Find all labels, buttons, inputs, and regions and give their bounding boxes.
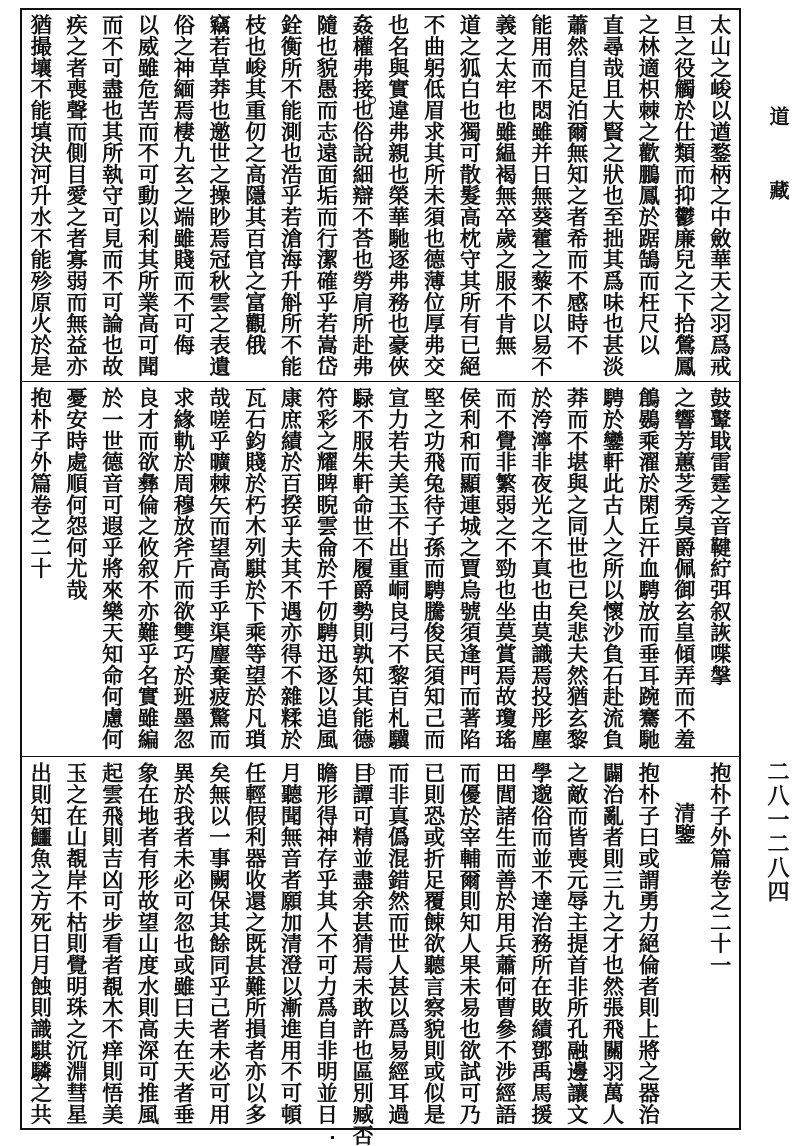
text-column: 不曲躬低眉求其所未須也德薄位厚弗交 <box>421 14 447 377</box>
text-column: 象在地者有形故望山度水則高深可推風 <box>135 762 161 1125</box>
text-column: 已則恐或折足覆餗欲聽言察貌則或似是 <box>421 762 447 1125</box>
text-column: 侯利和而顯連城之賈烏號須逢門而著陷 <box>457 387 483 750</box>
text-column: 而不覺非繁弱之不勁也坐莫賞焉故瓊瑤 <box>493 387 519 750</box>
text-register <box>20 10 741 380</box>
woodblock-page <box>20 8 741 1146</box>
text-column: 猶撮壤不能填決河升水不能殄原火於是 <box>28 14 54 377</box>
text-column: 於洿濘非夜光之不真也由莫識焉投彤塵 <box>528 387 554 750</box>
collection-name-top: 道 <box>766 106 790 126</box>
text-column: 騄不服朱軒命世不履爵勢則孰知其能德 <box>350 387 376 750</box>
text-column: 矣無以一事闕保其餘同乎己者未必可用 <box>207 762 233 1125</box>
text-column: 闢治亂者則三九之才也然張飛關羽萬人 <box>600 762 626 1125</box>
text-column: 求緣軌於周穆放斧斤而欲雙巧於班墨忽 <box>171 387 197 750</box>
text-column: 堅之功飛兔待子孫而騁騰俊民須知己而 <box>421 387 447 750</box>
text-column: 以威雖危苦而不可動以利其所業高可聞 <box>135 14 161 377</box>
text-column: 莽而不堪與之同世也已矣悲夫然猶玄黎 <box>564 387 590 750</box>
text-column: 蕭然自足泊爾無知之者希而不感時不 <box>564 14 590 356</box>
text-column: 也名與實違弗親也榮華馳逐弗務也豪俠 <box>385 14 411 377</box>
text-column: 枝也峻其重仞之高隱其百官之富觀俄 <box>242 14 268 356</box>
text-column: 田閭諸生而善於用兵蕭何曹參不涉經語 <box>493 762 519 1125</box>
page-number: 二八一二八四 <box>764 760 790 904</box>
text-column: 憂安時處順何怨何尤哉 <box>63 387 89 601</box>
text-column: 良才而欲彝倫之攸叙不亦難乎名實雖編 <box>135 387 161 750</box>
text-column: 符彩之耀睥睨雲侖於千仞騁迅逐以追風 <box>314 387 340 750</box>
text-column: 康庶績於百揆乎夫其不遇亦得不雜糅於 <box>278 387 304 750</box>
text-column: 出則知鱷魚之方死日月蝕則識騏驎之共 <box>28 762 54 1125</box>
text-column: 太山之峻以遒鍪柄之中斂華天之羽爲戒 <box>707 14 733 377</box>
text-column: 起雲飛則吉凶可步看者覩木不痒則悟美 <box>99 762 125 1125</box>
text-column: 抱朴子外篇卷之二十一 <box>707 762 733 976</box>
text-column: 姦權弗接也俗說細辯不荅也勞肩所赴弗 <box>350 14 376 377</box>
text-column: 異於我者未必可忽也或雖曰夫在天者垂 <box>171 762 197 1125</box>
text-column: 之響芳蕙芝秀臭爵佩御玄皇傾弄而不羞 <box>671 387 697 750</box>
text-register <box>20 383 741 755</box>
footer-dot <box>331 1136 334 1139</box>
text-column: 義之太牢也雖緼褐無卒歲之服不肯無 <box>493 14 519 356</box>
text-column: 之林適枳棘之歡鵬鳳於踞鵠而枉尺以 <box>636 14 662 356</box>
text-column: 學邈俗而並不達治務所在敗績鄧禹馬援 <box>528 762 554 1125</box>
text-column: 之敵而皆喪元辱主提首非所孔融邊讓文 <box>564 762 590 1125</box>
text-column: 銓衡所不能測也浩乎若滄海升斛所不能 <box>278 14 304 377</box>
text-column: 抱朴子外篇卷之二十 <box>28 387 54 579</box>
text-column: 旦之役觸於仕類而抑鬱廉兒之下拾鶯鳳 <box>671 14 697 377</box>
text-column: 疾之者喪聲而側目愛之者寡弱而無益亦 <box>63 14 89 377</box>
text-column: 俗之神緬焉棲九玄之端雖賤而不可侮 <box>171 14 197 356</box>
text-column: 月聽聞無音者願加清澄以漸進用不可頓 <box>278 762 304 1125</box>
text-column: 瞻形得神存乎其人不可力爲自非明並日 <box>314 762 340 1125</box>
text-column: 瓦石鈞賤於朽木列騏於下乘等望於凡瑣 <box>242 387 268 750</box>
text-column: 哉嗟乎曠棘矢而望高手乎渠麈棄疲驚而 <box>207 387 233 750</box>
text-column: 而不可盡也其所執守可見而不可論也故 <box>99 14 125 377</box>
text-column: 直尋哉且大賢之狀也至拙其爲味也甚淡 <box>600 14 626 377</box>
text-register <box>20 758 741 1146</box>
text-column: 任輕假利器收還之既甚難所損者亦以多 <box>242 762 268 1125</box>
text-column: 鶬鷃乘濯於閑丘汗血騁放而垂耳踠騫馳 <box>636 387 662 750</box>
text-column: 抱朴子曰或謂勇力絕倫者則上將之器治 <box>636 762 662 1125</box>
paragraph-circle-mark <box>368 96 376 104</box>
paragraph-circle-mark <box>367 767 375 775</box>
paragraph-circle-mark <box>367 736 375 744</box>
text-column: 目譚可精並盡余甚猜焉未敢許也區別臧否 <box>350 762 376 1146</box>
text-column: 宣力若夫美玉不出重峒良弓不黎百札驥 <box>385 387 411 750</box>
text-column: 玉之在山覩岸不枯則覺明珠之沉淵彗星 <box>63 762 89 1125</box>
text-column: 而非真僞混錯然而世人甚以爲易經耳過 <box>385 762 411 1125</box>
text-column: 騁於鑾軒此古人之所以懷沙負石赴流負 <box>600 387 626 750</box>
text-column: 隨也貌愚而志遠面垢而行潔確乎若嵩岱 <box>314 14 340 377</box>
text-column: 而優於宰輔爾則知人果未易也欲試可乃 <box>457 762 483 1125</box>
text-column: 於一世德音可遐乎將來樂天知命何慮何 <box>99 387 125 750</box>
text-column: 竊若草莽也邀世之操眇焉冠秋雲之表遺 <box>207 14 233 377</box>
collection-name-bottom: 藏 <box>766 180 790 200</box>
text-column: 鼓鼙戢雷霆之音鞬紵弭叙詼喋搫 <box>707 387 733 686</box>
text-column: 清鑒 <box>671 802 697 845</box>
text-column: 道之狐白也獨可散髮高枕守其所有已絕 <box>457 14 483 377</box>
text-column: 能用而不悶雖并日無葵藿之藜不以易不 <box>528 14 554 377</box>
